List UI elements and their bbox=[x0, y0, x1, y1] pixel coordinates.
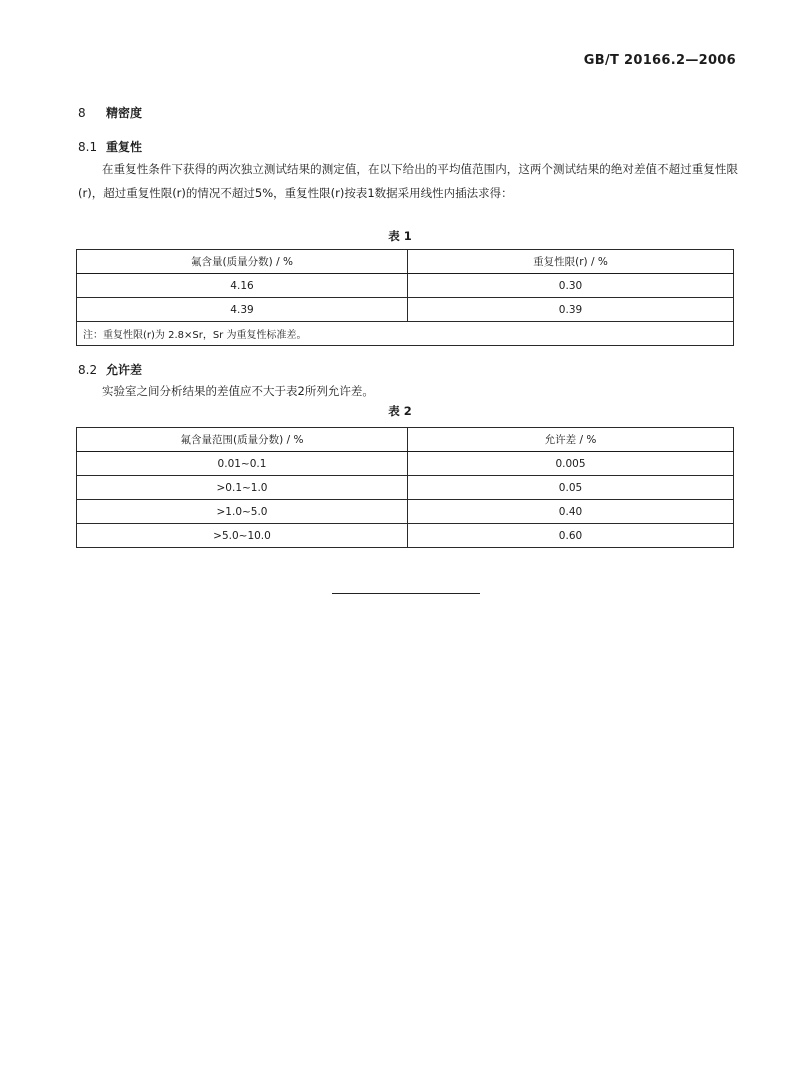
table-header-row bbox=[77, 428, 734, 452]
table-row bbox=[77, 500, 734, 524]
table-cell: 0.40 bbox=[408, 500, 734, 524]
table-row bbox=[77, 476, 734, 500]
section-title: 精密度 bbox=[106, 106, 143, 120]
section-number: 8.1 bbox=[78, 140, 98, 154]
table-2 bbox=[76, 427, 734, 548]
document-code: GB/T 20166.2—2006 bbox=[583, 53, 736, 68]
table-header-row bbox=[77, 250, 734, 274]
table-header-cell: 允许差 / % bbox=[408, 428, 734, 452]
table-1-caption: 表 1 bbox=[388, 229, 412, 243]
table-cell: >0.1~1.0 bbox=[77, 476, 408, 500]
section-title: 重复性 bbox=[106, 140, 143, 154]
table-header-cell: 氟含量范围(质量分数) / % bbox=[77, 428, 408, 452]
table-cell: 0.39 bbox=[408, 298, 734, 322]
section-title: 允许差 bbox=[106, 363, 143, 377]
table-row bbox=[77, 274, 734, 298]
table-cell: 0.60 bbox=[408, 524, 734, 548]
table-cell: 0.05 bbox=[408, 476, 734, 500]
section-number: 8 bbox=[78, 106, 86, 120]
table-row bbox=[77, 524, 734, 548]
table-cell: >5.0~10.0 bbox=[77, 524, 408, 548]
table-cell: 0.01~0.1 bbox=[77, 452, 408, 476]
table-note: 注：重复性限(r)为 2.8×Sr，Sr 为重复性标准差。 bbox=[77, 322, 734, 346]
table-row bbox=[77, 298, 734, 322]
table-cell: 4.16 bbox=[77, 274, 408, 298]
table-header-cell: 重复性限(r) / % bbox=[408, 250, 734, 274]
table-note-row bbox=[77, 322, 734, 346]
table-header-cell: 氟含量(质量分数) / % bbox=[77, 250, 408, 274]
table-cell: 4.39 bbox=[77, 298, 408, 322]
section-8-2-paragraph: 实验室之间分析结果的差值应不大于表2所列允许差。 bbox=[102, 384, 374, 398]
section-8-heading bbox=[78, 104, 142, 121]
section-number: 8.2 bbox=[78, 363, 98, 377]
table-cell: 0.005 bbox=[408, 452, 734, 476]
table-cell: 0.30 bbox=[408, 274, 734, 298]
section-8-1-paragraph: 在重复性条件下获得的两次独立测试结果的测定值，在以下给出的平均值范围内，这两个测试结果的绝对差值不超过重复性限(r)，超过重复性限(r)的情况不超过5%，重复性限(r)按表1数据采用线性内插法求得： bbox=[78, 162, 738, 200]
table-cell: >1.0~5.0 bbox=[77, 500, 408, 524]
table-row bbox=[77, 452, 734, 476]
table-1 bbox=[76, 249, 734, 346]
section-8-1-heading bbox=[78, 138, 142, 155]
end-rule bbox=[332, 593, 480, 594]
section-8-2-heading bbox=[78, 361, 142, 378]
table-2-caption: 表 2 bbox=[388, 404, 412, 418]
